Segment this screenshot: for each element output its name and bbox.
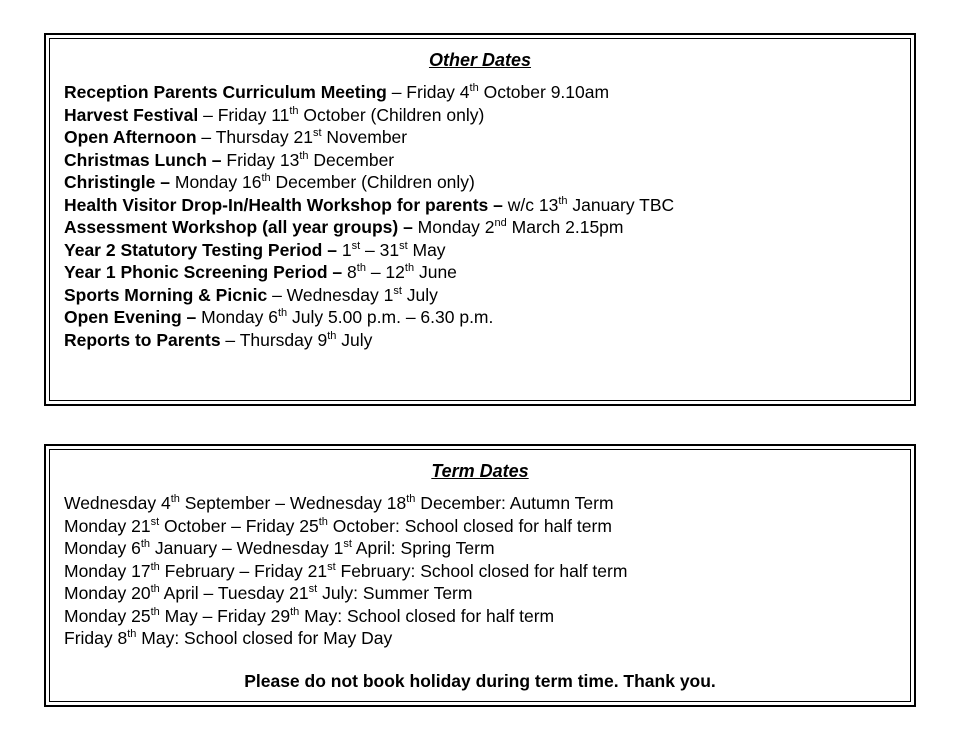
ordinal-suffix: st [351,239,361,252]
entry-text: October: School closed for half term [327,515,612,536]
date-entry [64,627,896,650]
ordinal-suffix: th [290,605,300,618]
entry-text: May – Friday 29 [159,605,291,626]
date-entry [64,284,896,307]
entry-event-name: Health Visitor Drop-In/Health Workshop for parents – [64,194,503,215]
ordinal-suffix: th [150,583,160,595]
entry-text: Monday 20 [64,583,151,603]
entry-event-name: Reception Parents Curriculum Meeting [64,82,387,102]
entry-text: February: School closed for half term [335,560,628,581]
entry-text: Monday 16 [170,172,262,192]
entry-text: January – Wednesday 1 [150,538,344,558]
entry-event-name: Harvest Festival [64,104,199,125]
entry-text: – 31 [360,239,400,260]
entry-text: March 2.15pm [506,217,624,237]
ordinal-suffix: th [170,493,180,505]
entry-text: December (Children only) [270,172,475,192]
term-dates-panel [44,444,916,707]
date-entry [64,194,896,217]
entry-text: – Thursday 21 [196,127,313,147]
date-entry [64,216,896,239]
entry-text: July: Summer Term [317,583,473,603]
entry-text: – Thursday 9 [220,329,328,350]
entry-text: September – Wednesday 18 [179,493,407,513]
ordinal-suffix: nd [494,217,507,229]
ordinal-suffix: th [140,538,151,550]
ordinal-suffix: th [404,262,415,274]
date-entry [64,261,896,284]
date-entry [64,126,896,149]
date-entry [64,171,896,194]
ordinal-suffix: th [406,493,416,505]
ordinal-suffix: th [277,307,288,319]
entry-text: June [414,262,457,282]
entry-text: Friday 13 [221,149,300,170]
ordinal-suffix: st [393,284,402,297]
entry-text: w/c 13 [502,194,559,215]
entry-text: January TBC [567,194,675,215]
entry-text: July [401,284,438,305]
entry-text: Monday 6 [196,307,278,327]
entry-text: Monday 17 [64,560,151,581]
entry-text: Monday 21 [64,515,151,536]
entry-text: – Wednesday 1 [267,284,394,305]
entry-event-name: Open Evening – [64,307,197,327]
entry-text: July 5.00 p.m. – 6.30 p.m. [287,307,494,327]
ordinal-suffix: st [343,538,352,550]
ordinal-suffix: th [469,82,479,94]
entry-event-name: Christingle – [64,172,170,192]
ordinal-suffix: th [150,560,160,573]
ordinal-suffix: th [558,194,568,207]
entry-event-name: Year 2 Statutory Testing Period – [64,239,337,260]
entry-text: December: Autumn Term [415,493,614,513]
entry-text: February – Friday 21 [159,560,328,581]
entry-event-name: Christmas Lunch – [64,149,222,170]
entry-text: October (Children only) [298,104,485,125]
entry-text: October 9.10am [478,82,610,102]
entry-text: – 12 [365,262,405,282]
entry-text: November [321,127,408,147]
entry-text: Monday 2 [412,217,495,237]
date-entry [64,239,896,262]
ordinal-suffix: th [356,262,366,274]
entry-text: 1 [336,239,352,260]
entry-event-name: Open Afternoon [64,127,197,147]
entry-text: 8 [342,262,357,282]
date-entry [64,560,896,583]
ordinal-suffix: th [289,104,299,117]
entry-text: May [407,239,446,260]
entry-text: December [308,149,395,170]
entry-event-name: Year 1 Phonic Screening Period – [64,262,343,282]
date-entry [64,515,896,538]
entry-text: May: School closed for May Day [136,628,393,648]
date-entry [64,81,896,104]
other-dates-title: Other Dates [428,50,532,70]
date-entry [64,582,896,605]
entry-text: Monday 25 [64,605,151,626]
entry-text: – Friday 11 [198,104,290,125]
entry-event-name: Reports to Parents [64,329,221,350]
date-entry [64,329,896,352]
entry-text: Monday 6 [64,538,141,558]
ordinal-suffix: th [127,628,137,640]
entry-text: May: School closed for half term [299,605,555,626]
entry-text: Wednesday 4 [64,493,171,513]
other-dates-list [64,81,896,351]
ordinal-suffix: th [261,172,271,184]
date-entry [64,605,896,628]
ordinal-suffix: st [308,583,318,595]
term-dates-list [64,492,896,650]
date-entry [64,306,896,329]
other-dates-panel [44,33,916,406]
holiday-notice: Please do not book holiday during term time. Thank you. [244,671,716,691]
date-entry [64,537,896,560]
entry-text: October – Friday 25 [159,515,319,536]
ordinal-suffix: st [327,560,336,573]
ordinal-suffix: st [150,515,160,528]
entry-text: July [336,329,373,350]
ordinal-suffix: st [399,239,408,252]
ordinal-suffix: th [318,515,328,528]
ordinal-suffix: st [312,127,322,139]
other-dates-inner-border [49,38,911,401]
date-entry [64,149,896,172]
entry-text: – Friday 4 [386,82,470,102]
date-entry [64,104,896,127]
entry-text: April – Tuesday 21 [159,583,309,603]
ordinal-suffix: th [327,329,337,342]
entry-text: April: Spring Term [351,538,495,558]
entry-text: Friday 8 [64,628,128,648]
ordinal-suffix: th [150,605,160,618]
date-entry [64,492,896,515]
term-dates-title: Term Dates [431,461,529,481]
term-dates-inner-border [49,449,911,702]
ordinal-suffix: th [299,149,309,162]
entry-event-name: Sports Morning & Picnic [64,284,268,305]
entry-event-name: Assessment Workshop (all year groups) – [64,217,413,237]
